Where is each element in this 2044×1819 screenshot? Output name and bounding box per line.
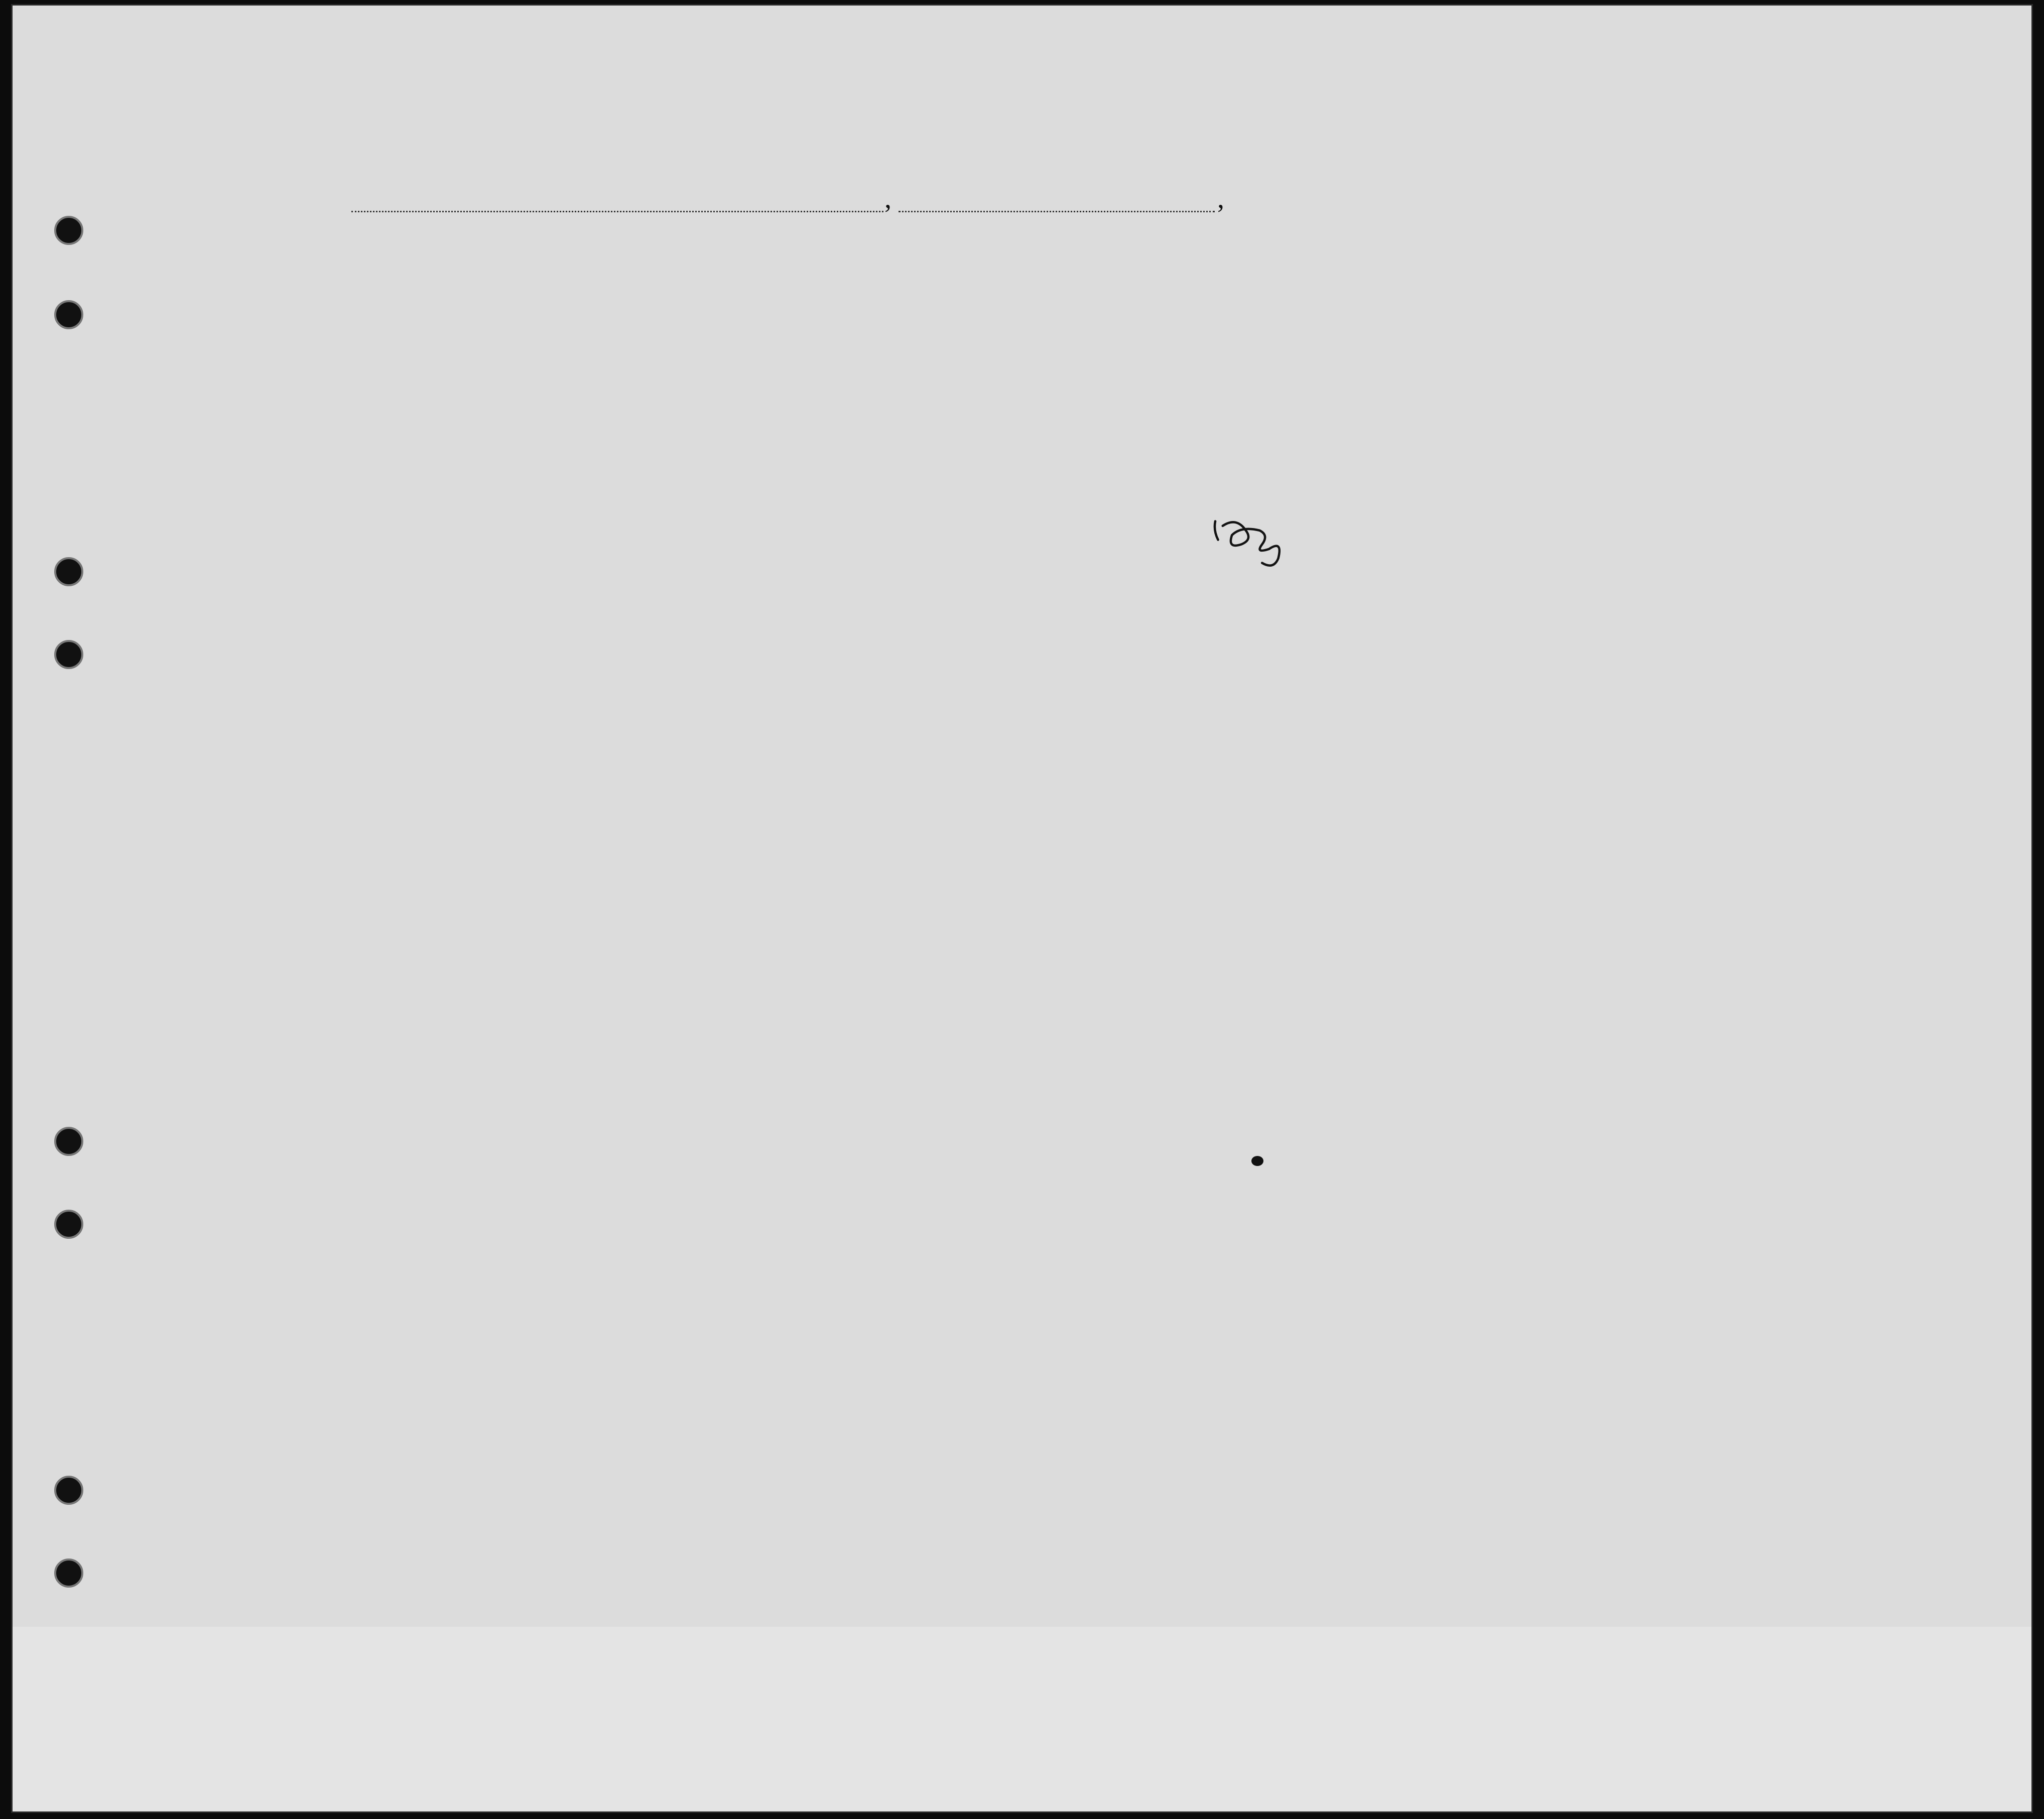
ink-blot <box>1250 1154 1265 1167</box>
comma-separator: , <box>884 183 891 214</box>
comma-separator: , <box>1217 183 1224 214</box>
handwritten-initials <box>1205 512 1310 572</box>
